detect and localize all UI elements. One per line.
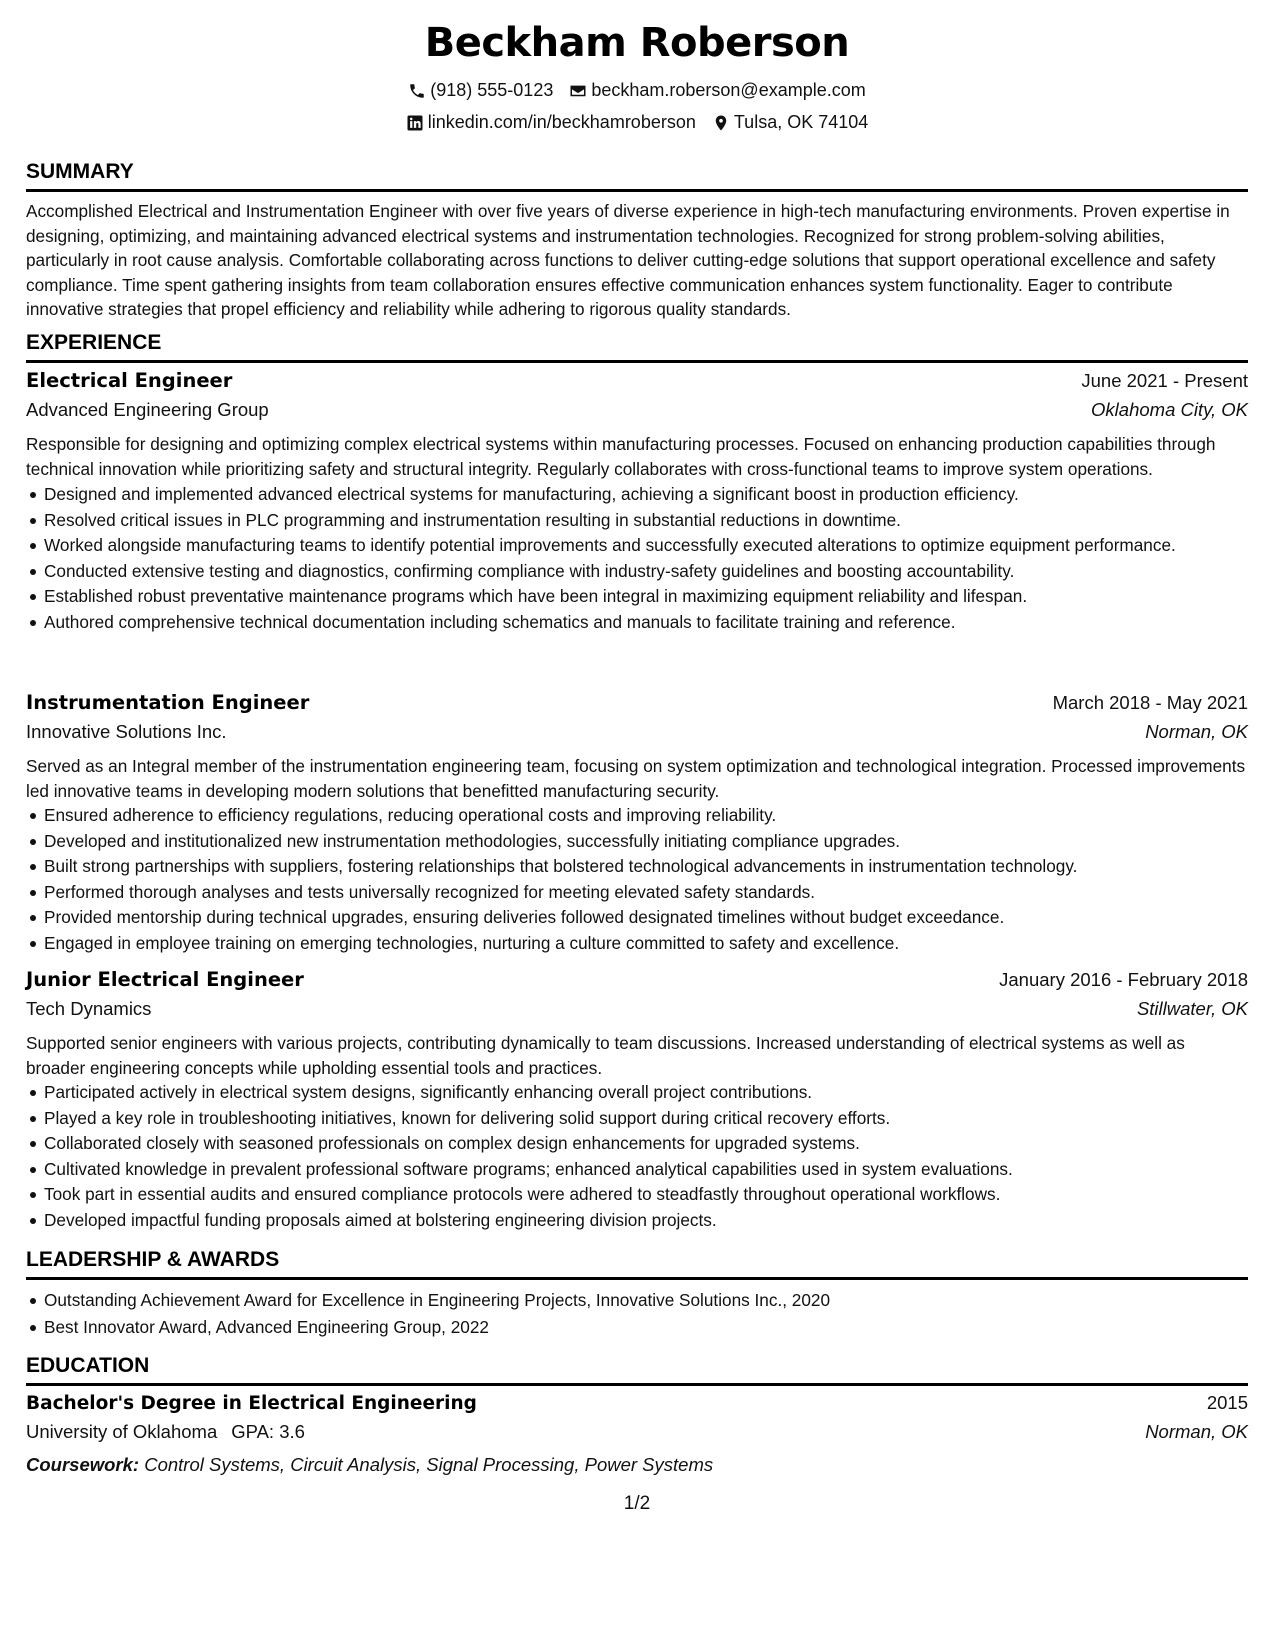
degree-name: Bachelor's Degree in Electrical Engineering: [26, 1393, 477, 1414]
company-name: Advanced Engineering Group: [26, 399, 269, 420]
map-pin-icon: [712, 114, 730, 132]
list-item: Worked alongside manufacturing teams to identify potential improvements and successfully executed alterations to optimize equipment performance.: [26, 533, 1248, 558]
list-item: Developed and institutionalized new instrumentation methodologies, successfully initiating compliance upgrades.: [26, 829, 1248, 854]
job-dates: January 2016 - February 2018: [999, 969, 1248, 990]
school-name: University of Oklahoma: [26, 1421, 218, 1442]
phone-contact[interactable]: [408, 80, 553, 101]
job-location: Stillwater, OK: [1136, 998, 1248, 1019]
company-name: Innovative Solutions Inc.: [26, 721, 227, 742]
education-heading: EDUCATION: [26, 1354, 1248, 1386]
list-item: Engaged in employee training on emerging technologies, nurturing a culture committed to safety and excellence.: [26, 931, 1248, 956]
awards-list: [26, 1288, 1248, 1339]
location-contact: [712, 112, 868, 133]
experience-heading: EXPERIENCE: [26, 331, 1248, 363]
list-item: Performed thorough analyses and tests universally recognized for meeting elevated safety standards.: [26, 880, 1248, 905]
job-bullets: [26, 1080, 1248, 1232]
list-item: Took part in essential audits and ensured compliance protocols were adhered to steadfastly throughout operational workflows.: [26, 1182, 1248, 1207]
coursework-list: Control Systems, Circuit Analysis, Signal Processing, Power Systems: [144, 1454, 714, 1475]
list-item: Developed impactful funding proposals aimed at bolstering engineering division projects.: [26, 1208, 1248, 1233]
job-description: Supported senior engineers with various projects, contributing dynamically to team discussions. Increased understanding of electrical systems as well as broader engineering concepts while upholding essential tools and practices.: [26, 1033, 1185, 1078]
list-item: Best Innovator Award, Advanced Engineering Group, 2022: [26, 1315, 1248, 1340]
linkedin-contact[interactable]: [406, 112, 696, 133]
list-item: Established robust preventative maintenance programs which have been integral in maximizing equipment reliability and lifespan.: [26, 584, 1248, 609]
page-number: 1/2: [623, 1493, 651, 1514]
summary-heading: SUMMARY: [26, 160, 1248, 192]
phone-icon: [408, 82, 426, 100]
resume-page: [26, 0, 1248, 1650]
job-location: Norman, OK: [1145, 721, 1248, 742]
list-item: Outstanding Achievement Award for Excellence in Engineering Projects, Innovative Solutions Inc., 2020: [26, 1288, 1248, 1313]
school-location: Norman, OK: [1145, 1421, 1248, 1442]
list-item: Cultivated knowledge in prevalent professional software programs; enhanced analytical capabilities used in system evaluations.: [26, 1157, 1248, 1182]
coursework-line: [26, 1450, 1248, 1479]
list-item: Resolved critical issues in PLC programming and instrumentation resulting in substantial reductions in downtime.: [26, 508, 1248, 533]
location-text: Tulsa, OK 74104: [733, 112, 869, 132]
awards-heading: LEADERSHIP & AWARDS: [26, 1248, 1248, 1280]
envelope-icon: [569, 82, 587, 100]
candidate-name: Beckham Roberson: [424, 20, 850, 66]
list-item: Participated actively in electrical system designs, significantly enhancing overall project contributions.: [26, 1080, 1248, 1105]
list-item: Built strong partnerships with suppliers, fostering relationships that bolstered technological advancements in instrumentation technology.: [26, 854, 1248, 879]
list-item: Conducted extensive testing and diagnostics, confirming compliance with industry-safety guidelines and boosting accountability.: [26, 559, 1248, 584]
email-contact[interactable]: [569, 80, 865, 101]
contact-row-2: [26, 112, 1248, 133]
job-location: Oklahoma City, OK: [1091, 399, 1248, 420]
job-entry: [26, 369, 1248, 634]
list-item: Ensured adherence to efficiency regulations, reducing operational costs and improving reliability.: [26, 803, 1248, 828]
summary-text: Accomplished Electrical and Instrumentation Engineer with over five years of diverse experience in high-tech manufacturing environments. Proven expertise in designing, optimizing, and maintaining advanced electrical systems and instrumentation technologies. Recognized for strong problem-solving abilities, particularly in root cause analysis. Comfortable collaborating across functions to deliver cutting-edge solutions that support operational excellence and safety compliance. Time spent gathering insights from team collaboration ensures effective communication enhances system functionality. Eager to contribute innovative strategies that propel efficiency and reliability while adhering to rigorous quality standards.: [26, 201, 1230, 319]
education-entry: [26, 1392, 1248, 1479]
job-description: Served as an Integral member of the instrumentation engineering team, focusing on system optimization and technological integration. Processed improvements led innovative teams in developing modern solutions that benefitted manufacturing security.: [26, 756, 1246, 801]
job-entry: [26, 968, 1248, 1232]
list-item: Designed and implemented advanced electrical systems for manufacturing, achieving a significant boost in production efficiency.: [26, 482, 1248, 507]
company-name: Tech Dynamics: [26, 998, 152, 1019]
phone-text: (918) 555-0123: [430, 80, 554, 100]
linkedin-text: linkedin.com/in/beckhamroberson: [427, 112, 696, 132]
contact-row-1: [26, 80, 1248, 101]
email-text: beckham.roberson@example.com: [591, 80, 866, 100]
school-info: [26, 1421, 305, 1443]
list-item: Provided mentorship during technical upgrades, ensuring deliveries followed designated timelines without budget exceedance.: [26, 905, 1248, 930]
coursework-label: Coursework:: [26, 1454, 140, 1475]
list-item: Collaborated closely with seasoned professionals on complex design enhancements for upgraded systems.: [26, 1131, 1248, 1156]
job-dates: June 2021 - Present: [1081, 370, 1248, 391]
graduation-year: 2015: [1206, 1392, 1248, 1413]
list-item: Authored comprehensive technical documentation including schematics and manuals to facilitate training and reference.: [26, 610, 1248, 635]
gpa-value: GPA: 3.6: [231, 1421, 305, 1442]
job-bullets: [26, 482, 1248, 634]
list-item: Played a key role in troubleshooting initiatives, known for delivering solid support during critical recovery efforts.: [26, 1106, 1248, 1131]
job-title: Junior Electrical Engineer: [26, 968, 304, 991]
job-bullets: [26, 803, 1248, 955]
job-description: Responsible for designing and optimizing complex electrical systems within manufacturing processes. Focused on enhancing production capabilities through technical innovation while prioritizing safety and structural integrity. Regularly collaborates with cross-functional teams to improve system operations.: [26, 434, 1216, 479]
job-entry: [26, 691, 1248, 955]
linkedin-icon: [406, 114, 424, 132]
job-title: Instrumentation Engineer: [26, 691, 310, 714]
job-title: Electrical Engineer: [26, 369, 233, 392]
job-dates: March 2018 - May 2021: [1052, 692, 1248, 713]
